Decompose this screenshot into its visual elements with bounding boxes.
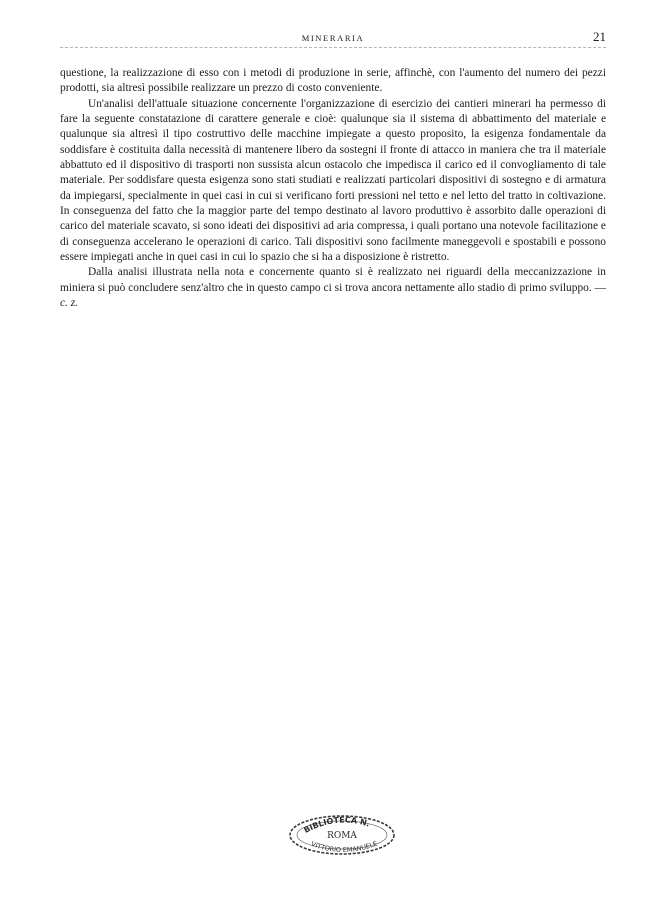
running-header xyxy=(60,30,606,48)
header-rule xyxy=(60,47,606,48)
library-stamp xyxy=(287,812,397,856)
author-initials: c. z. xyxy=(60,297,79,310)
paragraph-text: Un'analisi dell'attuale situazione concernente l'organizzazione di esercizio dei cantieri minerari ha permesso di fare la seguente constatazione di carattere generale e cioè: qualunque sia il sistema di abbattimento del materiale e qualunque sia altresì il tipo costruttivo delle macchine impiegate a questo proposito, la esigenza fondamentale da soddisfare è costituita dalla necessità di mantenere libero da sostegni il fronte di attacco in maniera che tra il materiale abbattuto ed il dispositivo di trasporti non sussista alcun ostacolo che impedisca il carico ed il convogliamento di tale materiale. Per soddisfare questa esigenza sono stati studiati e realizzati particolari dispositivi di sostegno e di armatura da impiegarsi, specialmente in quei casi in cui si verificano forti pressioni nel tetto e nel letto del tratto in coltivazione. In conseguenza del fatto che la maggior parte del tempo destinato al lavoro produttivo è assorbito dalle operazioni di carico del materiale scavato, si sono ideati dei dispositivi ad aria compressa, i quali portano una notevole facilitazione e di conseguenza accelerano le operazioni di carico. Tali dispositivi sono facilmente maneggevoli e spostabili e possono essere impiegati anche in quei casi in cui lo spazio che si ha a disposizione è ristretto. xyxy=(60,97,606,264)
stamp-seal-graphic xyxy=(287,812,397,856)
paragraph-text: questione, la realizzazione di esso con i metodi di produzione in serie, affinchè, con l'aumento del numero dei pezzi prodotti, sia altresì possibile realizzare un prezzo di costo conveniente. xyxy=(60,67,606,95)
page-number: 21 xyxy=(593,29,606,44)
paragraph-text: Dalla analisi illustrata nella nota e concernente quanto si è realizzato nei riguardi della meccanizzazione in miniera si può concludere senz'altro che in questo campo ci si trova ancora nettamente allo stadio di primo sviluppo. — xyxy=(60,266,606,294)
stamp-line-center: ROMA xyxy=(327,831,357,841)
article-body xyxy=(60,66,606,312)
paragraph-continuation xyxy=(60,66,606,97)
stamp-line-bottom: VITTORIO EMANUELE xyxy=(310,839,379,855)
paragraph-analysis xyxy=(60,97,606,266)
paragraph-conclusion xyxy=(60,265,606,311)
running-title: MINERARIA xyxy=(301,33,365,43)
stamp-line-top: BIBLIOTECA N. xyxy=(302,815,371,835)
